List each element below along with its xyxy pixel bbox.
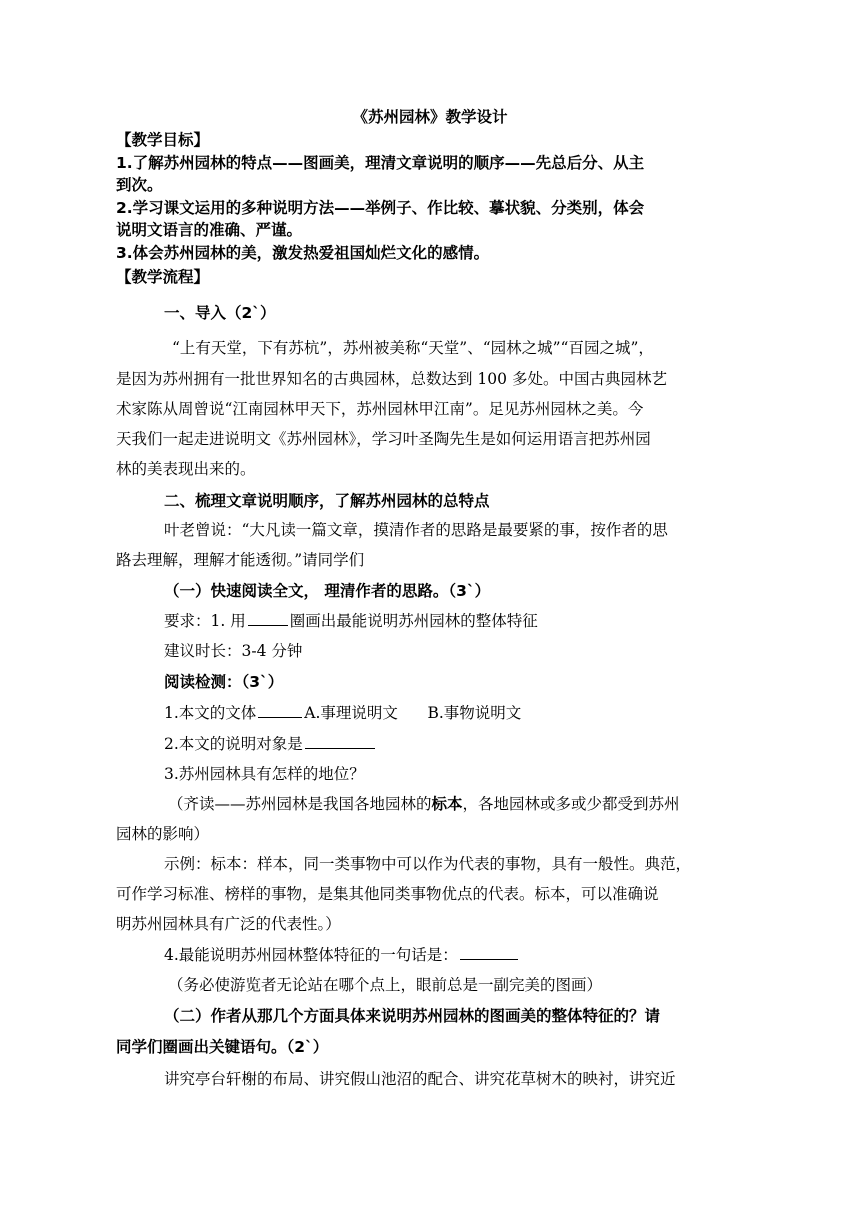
requirement-suffix: 圈画出最能说明苏州园林的整体特征	[289, 612, 538, 630]
question-4	[164, 944, 520, 966]
answer-3-suffix: ，各地园林或多或少都受到苏州	[462, 795, 680, 813]
example-line: 示例：标本：样本，同一类事物中可以作为代表的事物，具有一般性。典范，	[164, 855, 692, 873]
question-2-text: 2.本文的说明对象是	[164, 735, 303, 753]
objective-line: 说明文语言的准确、严谨。	[116, 221, 303, 239]
subsection2-heading: （二）作者从那几个方面具体来说明苏州园林的图画美的整体特征的？请	[164, 1007, 661, 1025]
example-line: 可作学习标准、榜样的事物，是集其他同类事物优点的代表。标本，可以准确说	[116, 885, 659, 903]
section2-intro-line: 路去理解，理解才能透彻。”请同学们	[116, 551, 365, 569]
section1-paragraph-line: 天我们一起走进说明文《苏州园林》，学习叶圣陶先生是如何运用语言把苏州园	[116, 430, 651, 448]
question-1-options: A.事理说明文 B.事物说明文	[304, 704, 522, 722]
requirement-prefix: 要求：1. 用	[164, 612, 246, 630]
objectives-heading: 【教学目标】	[116, 131, 210, 149]
answer-3-prefix: （齐读——苏州园林是我国各地园林的	[168, 795, 432, 813]
document-title: 《苏州园林》教学设计	[352, 108, 508, 126]
section2-intro-line: 叶老曾说：“大凡读一篇文章，摸清作者的思路是最要紧的事，按作者的思	[164, 521, 668, 539]
question-2	[164, 733, 377, 755]
example-line: 明苏州园林具有广泛的代表性。）	[116, 915, 341, 933]
question-1	[164, 702, 521, 724]
section2-heading: 二、梳理文章说明顺序，了解苏州园林的总特点	[164, 492, 490, 510]
fill-blank	[248, 611, 288, 626]
process-heading: 【教学流程】	[116, 268, 210, 286]
section1-paragraph-line: 林的美表现出来的。	[116, 460, 256, 478]
section1-heading: 一、导入（2`）	[164, 304, 276, 322]
requirement-line	[164, 610, 538, 632]
body-line: 讲究亭台轩榭的布局、讲究假山池沼的配合、讲究花草树木的映衬，讲究近	[164, 1070, 676, 1088]
objective-line: 2.学习课文运用的多种说明方法——举例子、作比较、摹状貌、分类别，体会	[116, 199, 645, 217]
fill-blank	[460, 945, 518, 960]
objective-line: 1.了解苏州园林的特点——图画美，理清文章说明的顺序——先总后分、从主	[116, 154, 645, 172]
suggested-time: 建议时长：3-4 分钟	[164, 642, 303, 660]
objective-line: 到次。	[116, 176, 163, 194]
objective-line: 3.体会苏州园林的美，激发热爱祖国灿烂文化的感情。	[116, 244, 490, 262]
question-4-text: 4.最能说明苏州园林整体特征的一句话是：	[164, 946, 458, 964]
question-3: 3.苏州园林具有怎样的地位？	[164, 765, 365, 783]
answer-3-line	[168, 793, 680, 815]
answer-3-line: 园林的影响）	[116, 825, 210, 843]
section1-paragraph-line: “上有天堂，下有苏杭”，苏州被美称“天堂”、“园林之城”“百园之城”，	[172, 339, 654, 357]
question-1-text: 1.本文的文体	[164, 704, 257, 722]
subsection1-heading: （一）快速阅读全文， 理清作者的思路。（3`）	[164, 582, 491, 600]
answer-3-keyword: 标本	[431, 795, 463, 813]
section1-paragraph-line: 是因为苏州拥有一批世界知名的古典园林，总数达到 100 多处。中国古典园林艺	[116, 370, 667, 388]
subsection2-heading-line2: 同学们圈画出关键语句。（2`）	[116, 1038, 329, 1056]
fill-blank	[305, 734, 375, 749]
answer-4: （务必使游览者无论站在哪个点上，眼前总是一副完美的图画）	[168, 976, 603, 994]
reading-check-heading: 阅读检测：（3`）	[164, 673, 284, 691]
fill-blank	[258, 703, 302, 718]
section1-paragraph-line: 术家陈从周曾说“江南园林甲天下，苏州园林甲江南”。足见苏州园林之美。今	[116, 400, 644, 418]
